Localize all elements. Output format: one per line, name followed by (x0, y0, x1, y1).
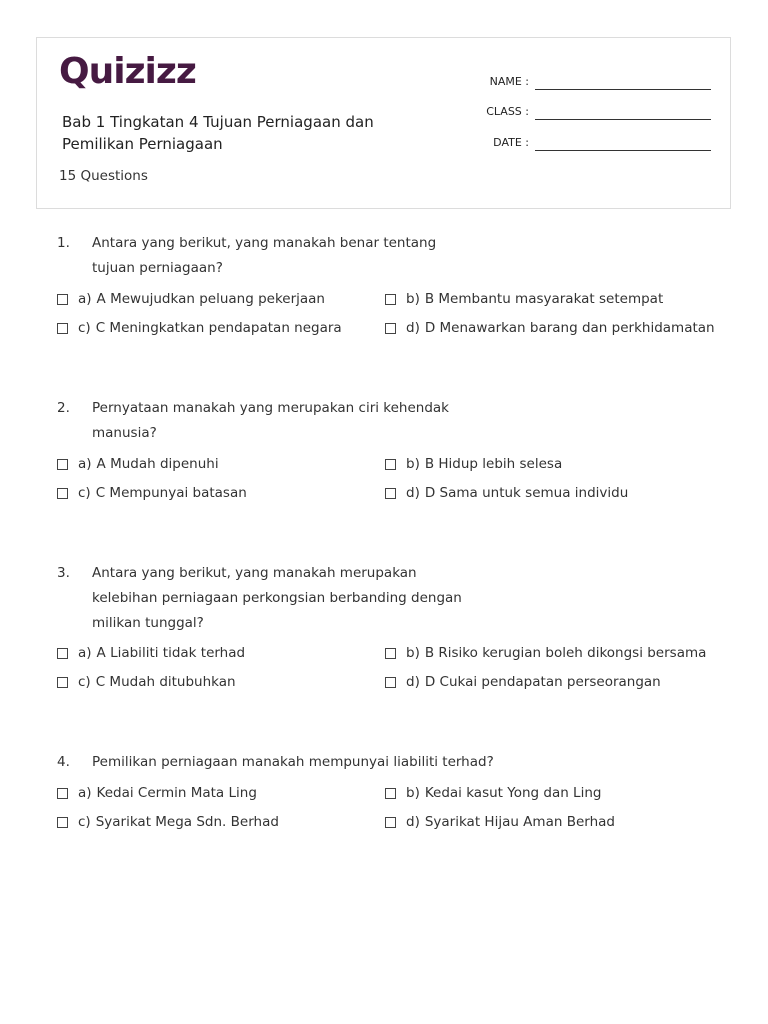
question-text: Antara yang berikut, yang manakah benar tentang tujuan perniagaan? (92, 235, 437, 276)
date-label: DATE : (493, 136, 529, 149)
option-letter: d) (406, 485, 420, 501)
option-text: A Liabiliti tidak terhad (96, 645, 246, 661)
option-letter: a) (78, 645, 92, 661)
option-letter: a) (78, 456, 92, 472)
option-a[interactable] (57, 784, 257, 802)
question-count: 15 Questions (59, 168, 148, 184)
worksheet-title: Bab 1 Tingkatan 4 Tujuan Perniagaan dan Pemilikan Perniagaan (62, 113, 374, 153)
option-text: A Mewujudkan peluang pekerjaan (96, 291, 325, 307)
option-letter: c) (78, 674, 91, 690)
option-letter: b) (406, 291, 420, 307)
checkbox-icon[interactable] (385, 488, 396, 499)
option-text: Syarikat Mega Sdn. Berhad (95, 814, 279, 830)
checkbox-icon[interactable] (57, 323, 68, 334)
option-text: A Mudah dipenuhi (96, 456, 219, 472)
option-text: D Menawarkan barang dan perkhidamatan (424, 320, 715, 336)
option-b[interactable] (385, 644, 706, 662)
option-text: B Membantu masyarakat setempat (424, 291, 664, 307)
checkbox-icon[interactable] (385, 294, 396, 305)
date-field (485, 131, 711, 151)
option-letter: b) (406, 456, 420, 472)
name-field (485, 70, 711, 90)
option-letter: a) (78, 785, 92, 801)
checkbox-icon[interactable] (385, 323, 396, 334)
option-letter: a) (78, 291, 92, 307)
option-text: C Meningkatkan pendapatan negara (95, 320, 342, 336)
option-a[interactable] (57, 455, 219, 473)
option-letter: d) (406, 814, 420, 830)
question-number: 4. (57, 754, 70, 770)
option-letter: b) (406, 785, 420, 801)
option-b[interactable] (385, 290, 663, 308)
option-text: Kedai kasut Yong dan Ling (424, 785, 602, 801)
option-letter: d) (406, 674, 420, 690)
option-letter: d) (406, 320, 420, 336)
option-b[interactable] (385, 455, 562, 473)
option-a[interactable] (57, 290, 325, 308)
option-d[interactable] (385, 319, 715, 337)
option-a[interactable] (57, 644, 245, 662)
checkbox-icon[interactable] (385, 788, 396, 799)
option-b[interactable] (385, 784, 601, 802)
option-text: B Risiko kerugian boleh dikongsi bersama (424, 645, 707, 661)
checkbox-icon[interactable] (57, 459, 68, 470)
checkbox-icon[interactable] (57, 788, 68, 799)
option-letter: c) (78, 320, 91, 336)
question-text: Pernyataan manakah yang merupakan ciri kehendak manusia? (92, 400, 450, 441)
question-number: 3. (57, 565, 70, 581)
checkbox-icon[interactable] (385, 648, 396, 659)
checkbox-icon[interactable] (57, 677, 68, 688)
option-c[interactable] (57, 813, 279, 831)
option-text: D Cukai pendapatan perseorangan (424, 674, 661, 690)
class-label: CLASS : (486, 105, 529, 118)
checkbox-icon[interactable] (385, 459, 396, 470)
checkbox-icon[interactable] (57, 294, 68, 305)
option-c[interactable] (57, 484, 247, 502)
quizizz-logo: Quizizz (59, 51, 196, 92)
question-number: 1. (57, 235, 70, 251)
class-field (485, 100, 711, 120)
option-d[interactable] (385, 673, 661, 691)
checkbox-icon[interactable] (57, 488, 68, 499)
checkbox-icon[interactable] (385, 677, 396, 688)
checkbox-icon[interactable] (57, 648, 68, 659)
checkbox-icon[interactable] (57, 817, 68, 828)
date-line[interactable] (535, 138, 711, 151)
class-line[interactable] (535, 107, 711, 120)
question-number: 2. (57, 400, 70, 416)
option-letter: b) (406, 645, 420, 661)
question-text: Pemilikan perniagaan manakah mempunyai liabiliti terhad? (92, 754, 494, 770)
checkbox-icon[interactable] (385, 817, 396, 828)
option-text: Syarikat Hijau Aman Berhad (424, 814, 615, 830)
option-text: C Mempunyai batasan (95, 485, 247, 501)
option-c[interactable] (57, 673, 236, 691)
option-c[interactable] (57, 319, 342, 337)
option-d[interactable] (385, 813, 615, 831)
name-label: NAME : (489, 75, 529, 88)
option-text: Kedai Cermin Mata Ling (96, 785, 257, 801)
option-d[interactable] (385, 484, 628, 502)
question-text: Antara yang berikut, yang manakah merupakan kelebihan perniagaan perkongsian berbanding dengan milikan tunggal? (92, 565, 462, 631)
worksheet-header (36, 37, 731, 209)
option-letter: c) (78, 485, 91, 501)
option-letter: c) (78, 814, 91, 830)
option-text: C Mudah ditubuhkan (95, 674, 236, 690)
option-text: D Sama untuk semua individu (424, 485, 629, 501)
name-line[interactable] (535, 77, 711, 90)
option-text: B Hidup lebih selesa (424, 456, 563, 472)
